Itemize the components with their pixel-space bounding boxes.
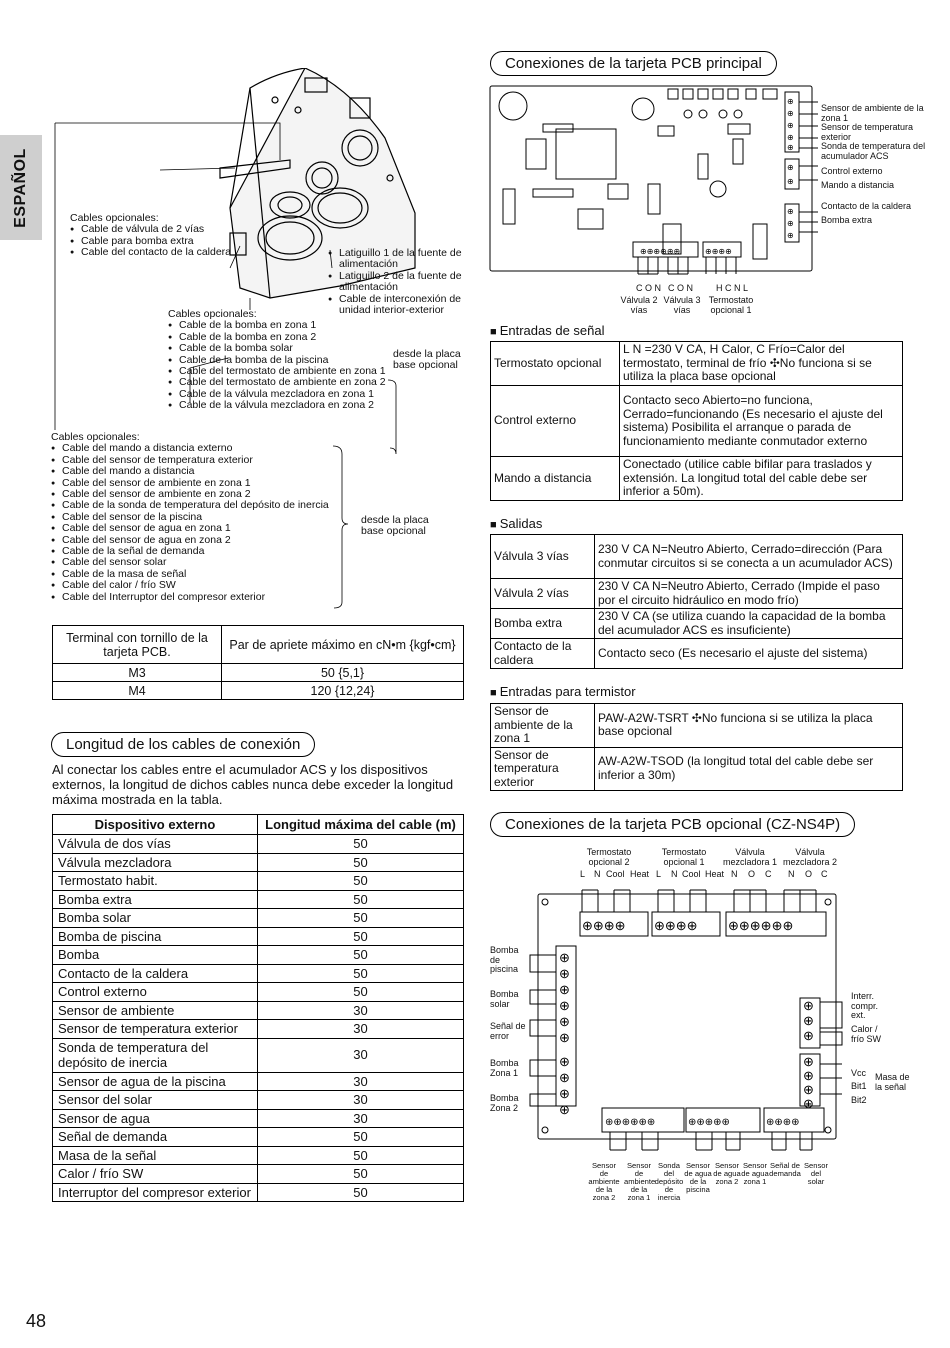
svg-text:⊕: ⊕	[803, 1082, 814, 1097]
table-row: Control externo Contacto seco Abierto=no funciona, Cerrado=funcionando (Es necesario el ajuste del sistema) Posibilita el arranque o parada de funcionamiento mediante conmutador externo	[491, 386, 903, 457]
inputs-table	[490, 341, 903, 501]
opt-right-group: Masa de la señal	[875, 1072, 910, 1092]
table-row: Bomba extra 50	[53, 890, 464, 909]
table-row: Válvula 3 vías 230 V CA N=Neutro Abierto, Cerrado=dirección (Para conmutar circuitos si se conecta a un acumulador ACS)	[491, 535, 903, 579]
svg-text:⊕: ⊕	[559, 1086, 570, 1101]
table-row: Sensor de temperatura exterior 30	[53, 1020, 464, 1039]
opt-left-label-2: Bomba solar	[490, 989, 519, 1009]
outputs-table	[490, 534, 903, 669]
table-row: Sensor de temperatura exterior AW-A2W-TSOD (la longitud total del cable debe ser inferior a 30m)	[491, 747, 903, 791]
opt-right-label-2: Calor / frío SW	[851, 1024, 882, 1044]
opt-bottom-label-8: Sensor del solar	[803, 1161, 829, 1186]
opt-top-group-1: Termostato opcional 2	[586, 847, 632, 867]
svg-text:⊕⊕⊕⊕: ⊕⊕⊕⊕	[766, 1117, 800, 1128]
svg-text:⊕: ⊕	[559, 1102, 570, 1117]
opt-pcb-title: Conexiones de la tarjeta PCB opcional (CZ-NS4P)	[490, 812, 855, 837]
opt-left-label-1: Bomba de piscina	[490, 945, 519, 974]
svg-text:⊕⊕⊕⊕: ⊕⊕⊕⊕	[582, 918, 626, 933]
torque-table: Terminal con tornillo de la tarjeta PCB. Par de apriete máximo en cN•m {kgf•cm} M3 50 {5,1} M4 120 {12,24}	[52, 625, 464, 700]
svg-text:⊕: ⊕	[787, 207, 794, 216]
table-row: Calor / frío SW 50	[53, 1165, 464, 1184]
svg-text:⊕: ⊕	[787, 143, 794, 152]
table-row: Válvula de dos vías 50	[53, 835, 464, 854]
main-pcb-bottom-label-2: Válvula 3 vías	[663, 295, 701, 315]
svg-text:⊕: ⊕	[787, 121, 794, 130]
table-row: Sonda de temperatura del depósito de inercia 30	[53, 1038, 464, 1072]
optional-cables-group-1: Cables opcionales: ● Cable de válvula de 2 vías ● Cable para bomba extra ● Cable del contacto de la caldera	[70, 213, 240, 259]
table-row: Control externo 50	[53, 983, 464, 1002]
svg-text:⊕: ⊕	[787, 231, 794, 240]
opt-right-label-1: Interr. compr. ext.	[851, 991, 879, 1020]
svg-text:⊕: ⊕	[787, 97, 794, 106]
table-row: Mando a distancia Conectado (utilice cable bifilar para traslados y extensión. La longitud total del cable debe ser inferior a 50m).	[491, 457, 903, 501]
main-pcb-right-labels: Sensor de ambiente de la zona 1 Sensor de temperatura exterior Sonda de temperatura del acumulador ACS Control externo Mando a distancia Contacto de la caldera Bomba extra	[821, 103, 926, 225]
thermistor-title: ■ Entradas para termistor	[490, 684, 636, 699]
svg-text:⊕: ⊕	[787, 133, 794, 142]
table-row: Bomba solar 50	[53, 909, 464, 928]
outputs-title: ■ Salidas	[490, 516, 542, 531]
opt-top-group-2: Termostato opcional 1	[661, 847, 707, 867]
table-row: Válvula mezcladora 50	[53, 853, 464, 872]
opt-top-group-4: Válvula mezcladora 2	[782, 847, 838, 867]
svg-text:⊕: ⊕	[559, 1054, 570, 1069]
inputs-title: ■ Entradas de señal	[490, 323, 605, 338]
opt-right-letter-vcc: Vcc	[851, 1068, 867, 1078]
table-row: Termostato opcional L N =230 V CA, H Calor, C Frío=Calor del termostato, terminal de frío ✣No funciona si se utiliza la placa base opcional	[491, 342, 903, 386]
svg-text:⊕: ⊕	[787, 109, 794, 118]
main-pcb-bottom-label-1: Válvula 2 vías	[620, 295, 658, 315]
table-row: Sensor de ambiente de la zona 1 PAW-A2W-TSRT ✣No funciona si se utiliza la placa base opcional	[491, 704, 903, 748]
table-row: Termostato habit. 50	[53, 872, 464, 891]
svg-text:⊕: ⊕	[559, 1030, 570, 1045]
main-pcb-title: Conexiones de la tarjeta PCB principal	[490, 51, 777, 76]
opt-bottom-label-1: Sensor de ambiente de la zona 2	[588, 1161, 620, 1202]
opt-bottom-label-5: Sensor de agua zona 2	[713, 1161, 741, 1186]
group4-note: desde la placa base opcional	[361, 514, 429, 538]
table-row: Sensor del solar 30	[53, 1091, 464, 1110]
table-row: Señal de demanda 50	[53, 1128, 464, 1147]
svg-text:⊕: ⊕	[559, 950, 570, 965]
svg-text:⊕: ⊕	[787, 177, 794, 186]
svg-text:⊕: ⊕	[803, 1054, 814, 1069]
opt-top-group-3: Válvula mezcladora 1	[722, 847, 778, 867]
table-row: Interruptor del compresor exterior 50	[53, 1183, 464, 1202]
opt-bottom-label-3: Sonda del depósito de inercia	[654, 1161, 684, 1202]
thermistor-table	[490, 703, 903, 791]
opt-left-label-4: Bomba Zona 1	[490, 1058, 519, 1078]
svg-text:⊕: ⊕	[559, 1014, 570, 1029]
power-cables-group: ● Latiguillo 1 de la fuente de alimentación ● Latiguillo 2 de la fuente de alimentación ● Cable de interconexión de unidad interior-exterior	[328, 248, 470, 316]
table-row: Sensor de ambiente 30	[53, 1001, 464, 1020]
svg-text:⊕: ⊕	[803, 1096, 814, 1111]
language-tab: ESPAÑOL	[0, 135, 42, 240]
table-row: Bomba extra 230 V CA (se utiliza cuando la capacidad de la bomba del acumulador ACS es insuficiente)	[491, 609, 903, 639]
svg-text:⊕⊕⊕⊕⊕⊕: ⊕⊕⊕⊕⊕⊕	[640, 247, 681, 256]
table-row: Sensor de agua de la piscina 30	[53, 1072, 464, 1091]
main-pcb-letters-2: C O N	[668, 283, 694, 293]
svg-text:⊕: ⊕	[559, 966, 570, 981]
svg-text:⊕⊕⊕⊕: ⊕⊕⊕⊕	[654, 918, 698, 933]
table-row: Sensor de agua 30	[53, 1109, 464, 1128]
svg-text:⊕⊕⊕⊕⊕⊕: ⊕⊕⊕⊕⊕⊕	[728, 918, 794, 933]
svg-text:⊕⊕⊕⊕: ⊕⊕⊕⊕	[705, 247, 732, 256]
page-number: 48	[26, 1311, 47, 1331]
table-row: Contacto de la caldera 50	[53, 964, 464, 983]
svg-text:⊕: ⊕	[803, 1013, 814, 1028]
svg-text:⊕: ⊕	[559, 982, 570, 997]
svg-text:⊕: ⊕	[559, 998, 570, 1013]
cable-length-table: Dispositivo externo Longitud máxima del cable (m) Válvula de dos vías 50 Válvula mezcladora 50 Termostato habit. 50 Bomba extra 50 Bomba solar 50 Bomba de piscina 50 Bomba 50 Contacto de la caldera 50 Control externo 50 Sensor de ambiente 30 Sensor de temperatura exterior 30 Sonda de temperatura del depósito de inercia 30 Sensor de agua de la piscina 30 Sensor del solar 30 Sensor de agua 30 Señal de demanda 50 Masa de la señal 50 Calor / frío SW 50 Interruptor del compresor exterior 50	[52, 814, 464, 1202]
svg-text:⊕⊕⊕⊕⊕: ⊕⊕⊕⊕⊕	[688, 1117, 730, 1128]
table-row: Masa de la señal 50	[53, 1146, 464, 1165]
svg-text:⊕: ⊕	[559, 1070, 570, 1085]
svg-text:⊕⊕⊕⊕⊕⊕: ⊕⊕⊕⊕⊕⊕	[605, 1117, 656, 1128]
opt-bottom-label-6: Sensor de agua zona 1	[741, 1161, 769, 1186]
group3-note: desde la placa base opcional	[393, 348, 461, 372]
cable-length-title: Longitud de los cables de conexión	[51, 732, 315, 757]
optional-cables-group-4: Cables opcionales: ● Cable del mando a distancia externo ● Cable del sensor de temperatura exterior ● Cable del mando a distancia ● Cable del sensor de ambiente en zona 1 ● Cable del sensor de ambiente en zona 2 ● Cable de la sonda de temperatura del depósito de inercia ● Cable del sensor de la piscina ● Cable del sensor de agua en zona 1 ● Cable del sensor de agua en zona 2 ● Cable de la señal de demanda ● Cable del sensor solar ● Cable de la masa de señal ● Cable del calor / frío SW ● Cable del Interruptor del compresor exterior	[51, 432, 341, 603]
svg-text:⊕: ⊕	[787, 163, 794, 172]
svg-text:⊕: ⊕	[787, 219, 794, 228]
cable-length-intro: Al conectar los cables entre el acumulador ACS y los dispositivos externos, la longitud de dichos cables nunca debe exceder la longitud máxima mostrada en la tabla.	[52, 762, 454, 807]
svg-text:⊕: ⊕	[803, 1068, 814, 1083]
main-pcb-letters-1: C O N	[636, 283, 662, 293]
optional-cables-group-3: Cables opcionales: ● Cable de la bomba en zona 1 ● Cable de la bomba en zona 2 ● Cable de la bomba solar ● Cable de la bomba de la piscina ● Cable del termostato de ambiente en zona 1 ● Cable del termostato de ambiente en zona 2 ● Cable de la válvula mezcladora en zona 1 ● Cable de la válvula mezcladora en zona 2	[168, 309, 388, 412]
main-pcb-bottom-label-3: Termostato opcional 1	[708, 295, 754, 315]
svg-text:⊕: ⊕	[803, 1028, 814, 1043]
opt-bottom-label-2: Sensor de ambiente de la zona 1	[624, 1161, 656, 1202]
main-pcb-letters-3: H C N L	[716, 283, 749, 293]
opt-bottom-label-4: Sensor de agua de la piscina	[684, 1161, 712, 1194]
table-row: Bomba 50	[53, 946, 464, 965]
opt-right-letter-bit1: Bit1	[851, 1081, 867, 1091]
opt-left-label-5: Bomba Zona 2	[490, 1093, 519, 1113]
opt-pcb-diagram	[520, 880, 850, 1160]
table-row: Bomba de piscina 50	[53, 927, 464, 946]
opt-right-letter-bit2: Bit2	[851, 1095, 867, 1105]
opt-left-label-3: Señal de error	[490, 1021, 526, 1041]
table-row: Válvula 2 vías 230 V CA N=Neutro Abierto, Cerrado (Impide el paso por el circuito hidráulico en modo frío)	[491, 579, 903, 609]
table-row: Contacto de la caldera Contacto seco (Es necesario el ajuste del sistema)	[491, 639, 903, 669]
opt-bottom-label-7: Señal de demanda	[769, 1161, 801, 1178]
svg-text:⊕: ⊕	[803, 998, 814, 1013]
